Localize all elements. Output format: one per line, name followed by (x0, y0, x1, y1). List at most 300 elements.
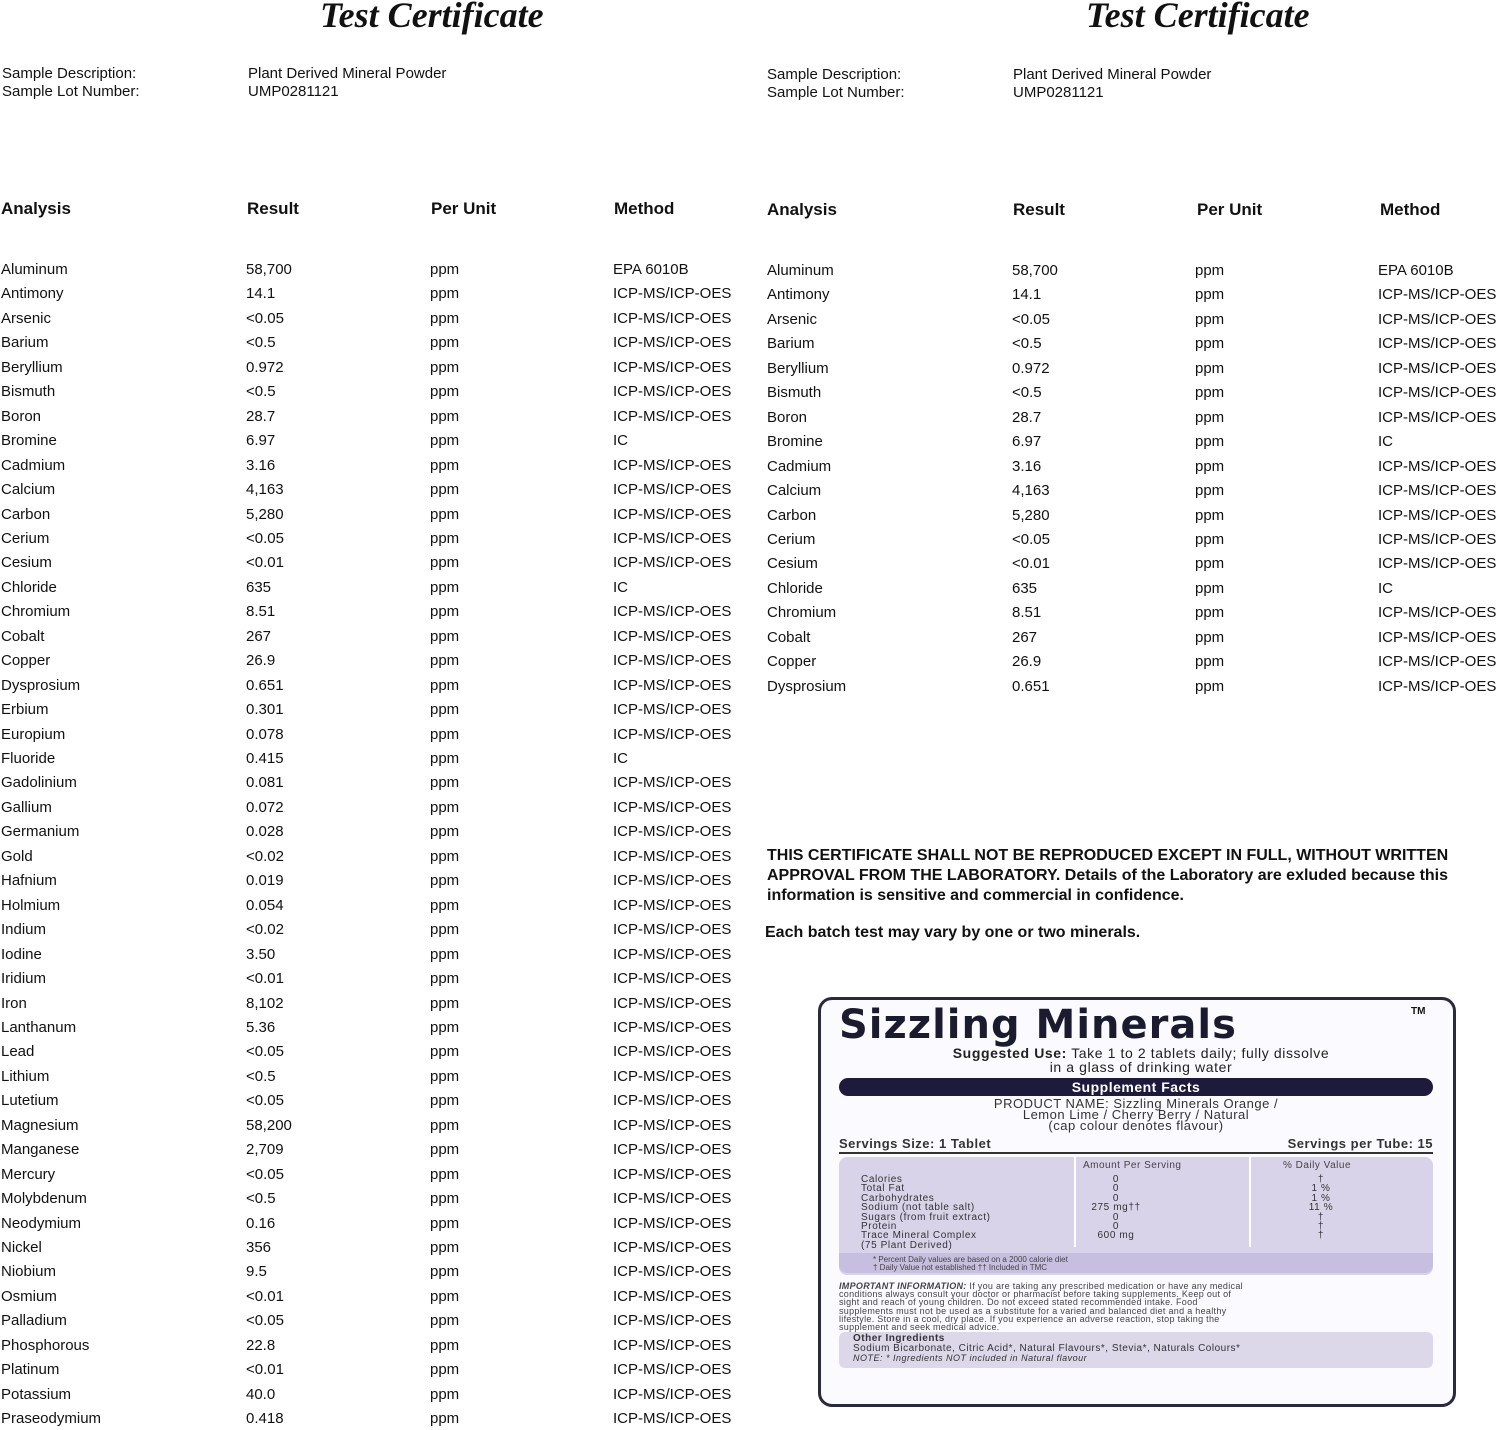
serving-size-label: Servings Size: (839, 1136, 935, 1151)
unit: ppm (430, 1361, 460, 1379)
serving-size (839, 1136, 991, 1151)
method: ICP-MS/ICP-OES (613, 945, 732, 963)
analyte-name: Arsenic (1, 309, 52, 327)
other-ingredients-note: NOTE: * Ingredients NOT included in Natural flavour (853, 1353, 1088, 1363)
analyte-name: Cerium (1, 529, 50, 547)
method: ICP-MS/ICP-OES (1378, 604, 1497, 622)
result-value: <0.01 (246, 554, 284, 572)
table-row (0, 726, 760, 746)
method: EPA 6010B (1378, 262, 1454, 279)
left-header-method: Method (614, 199, 675, 218)
table-row (767, 482, 1500, 502)
unit: ppm (1195, 310, 1225, 328)
analyte-name: Bismuth (1, 383, 56, 401)
method: ICP-MS/ICP-OES (613, 1018, 732, 1036)
other-ingredients-title: Other Ingredients (853, 1333, 945, 1344)
analyte-name: Chloride (1, 578, 57, 596)
servings-per-label: Servings per Tube: (1287, 1136, 1414, 1151)
table-row (767, 286, 1500, 306)
unit: ppm (430, 1287, 460, 1305)
unit: ppm (430, 505, 460, 523)
unit: ppm (430, 1190, 460, 1208)
result-value: 0.16 (246, 1214, 276, 1232)
result-value: 3.50 (246, 945, 276, 963)
result-value: 0.054 (246, 896, 284, 914)
unit: ppm (430, 1312, 460, 1330)
nutrient-daily-value: 11 % (1308, 1202, 1334, 1214)
unit: ppm (1195, 506, 1225, 524)
result-value: 0.972 (246, 358, 284, 376)
daily-value-header: % Daily Value (1283, 1160, 1352, 1171)
result-value: 5,280 (246, 505, 284, 523)
nutrient-name: Total Fat (861, 1183, 905, 1195)
result-value: 14.1 (246, 285, 276, 303)
table-row (0, 799, 760, 819)
unit: ppm (430, 1214, 460, 1232)
method: ICP-MS/ICP-OES (613, 334, 732, 352)
result-value: 14.1 (1012, 286, 1042, 304)
method: ICP-MS/ICP-OES (613, 1312, 732, 1330)
table-row (0, 1019, 760, 1039)
analyte-name: Mercury (1, 1165, 56, 1183)
result-value: 0.651 (246, 676, 284, 694)
method: ICP-MS/ICP-OES (613, 725, 732, 743)
unit: ppm (430, 261, 460, 278)
table-row (0, 432, 760, 452)
table-row (0, 285, 760, 305)
method: ICP-MS/ICP-OES (613, 1239, 732, 1256)
method: ICP-MS/ICP-OES (1378, 457, 1497, 475)
table-row (0, 970, 760, 990)
result-value: 3.16 (1012, 457, 1042, 475)
sample-lot-value: UMP0281121 (1013, 84, 1104, 101)
unit: ppm (430, 432, 460, 450)
analyte-name: Cadmium (1, 456, 66, 474)
important-line: supplement and seek medical advice. (839, 1322, 1000, 1333)
unit: ppm (430, 945, 460, 963)
unit: ppm (1195, 384, 1225, 402)
unit: ppm (430, 1141, 460, 1159)
analyte-name: Calcium (767, 482, 822, 500)
left-sample-info (2, 65, 702, 105)
trademark-mark: TM (1411, 1006, 1426, 1017)
analyte-name: Hafnium (1, 872, 57, 890)
result-value: 0.081 (246, 774, 284, 792)
result-value: 2,709 (246, 1141, 284, 1159)
analyte-name: Chromium (1, 603, 71, 621)
nutrient-amount: 0 (1112, 1211, 1120, 1223)
result-value: <0.02 (246, 847, 284, 865)
result-value: 28.7 (1012, 408, 1042, 426)
analyte-name: Palladium (1, 1312, 67, 1330)
unit: ppm (1195, 628, 1225, 646)
result-value: 0.072 (246, 798, 284, 816)
servings-per-value: 15 (1417, 1136, 1433, 1151)
footnote: * Percent Daily values are based on a 2000 calorie diet (873, 1255, 1068, 1264)
table-row (0, 1092, 760, 1112)
analyte-name: Barium (1, 334, 49, 352)
method: ICP-MS/ICP-OES (1378, 653, 1497, 671)
important-line: IMPORTANT INFORMATION: If you are taking any prescribed medication or have any medical (839, 1281, 1243, 1291)
unit: ppm (430, 285, 460, 303)
result-value: 635 (1012, 579, 1038, 597)
result-value: 0.415 (246, 750, 284, 767)
right-title: Test Certificate (1086, 0, 1310, 35)
method: IC (1378, 433, 1393, 451)
method: ICP-MS/ICP-OES (613, 970, 732, 988)
method: ICP-MS/ICP-OES (1378, 286, 1497, 304)
sample-lot-value: UMP0281121 (248, 83, 339, 100)
table-row (0, 1263, 760, 1283)
table-row (767, 653, 1500, 673)
method: ICP-MS/ICP-OES (613, 1092, 732, 1110)
unit: ppm (430, 921, 460, 939)
left-results-table (0, 261, 760, 1429)
method: ICP-MS/ICP-OES (613, 407, 732, 425)
method: ICP-MS/ICP-OES (613, 1263, 732, 1281)
analyte-name: Praseodymium (1, 1410, 102, 1428)
analyte-name: Bismuth (767, 384, 822, 402)
method: IC (613, 578, 628, 596)
method: ICP-MS/ICP-OES (613, 1410, 732, 1428)
result-value: 58,700 (246, 261, 292, 278)
table-row (0, 750, 760, 770)
method: ICP-MS/ICP-OES (613, 456, 732, 474)
nutrient-daily-value: 1 % (1311, 1192, 1331, 1204)
table-row (0, 1166, 760, 1186)
analyte-name: Bromine (767, 433, 823, 451)
method: ICP-MS/ICP-OES (613, 383, 732, 401)
servings-row (839, 1136, 1433, 1154)
unit: ppm (430, 334, 460, 352)
result-value: <0.5 (246, 334, 276, 352)
unit: ppm (430, 798, 460, 816)
result-value: <0.05 (246, 1165, 284, 1183)
table-row (0, 334, 760, 354)
result-value: <0.5 (246, 383, 276, 401)
method: ICP-MS/ICP-OES (1378, 555, 1497, 573)
nutrient-name: Calories (861, 1174, 903, 1185)
method: ICP-MS/ICP-OES (1378, 628, 1497, 646)
unit: ppm (430, 358, 460, 376)
table-row (0, 481, 760, 501)
unit: ppm (1195, 555, 1225, 573)
nutrient-daily-value: † (1317, 1230, 1325, 1242)
analyte-name: Cadmium (767, 457, 832, 475)
sample-description-value: Plant Derived Mineral Powder (248, 65, 447, 82)
table-row (0, 1337, 760, 1357)
analyte-name: Antimony (1, 285, 64, 303)
method: ICP-MS/ICP-OES (613, 1043, 732, 1061)
nutrient-daily-value: † (1317, 1211, 1325, 1223)
nutrient-amount: 600 mg (1097, 1230, 1135, 1242)
analyte-name: Cerium (767, 530, 816, 548)
analyte-name: Gold (1, 847, 33, 865)
analyte-name: Niobium (1, 1263, 57, 1281)
unit: ppm (430, 676, 460, 694)
result-value: 6.97 (246, 432, 276, 450)
analyte-name: Potassium (1, 1385, 72, 1403)
right-results-table (767, 262, 1500, 712)
method: ICP-MS/ICP-OES (613, 529, 732, 547)
result-value: 22.8 (246, 1336, 276, 1354)
analyte-name: Gadolinium (1, 774, 77, 792)
suggested-use-text-2: in a glass of drinking water (1049, 1059, 1233, 1075)
method: ICP-MS/ICP-OES (613, 481, 732, 499)
unit: ppm (1195, 457, 1225, 475)
result-value: <0.5 (246, 1190, 276, 1208)
table-row (0, 701, 760, 721)
method: ICP-MS/ICP-OES (613, 994, 732, 1012)
method: ICP-MS/ICP-OES (1378, 359, 1497, 377)
result-value: 4,163 (246, 481, 284, 499)
table-row (0, 1117, 760, 1137)
unit: ppm (430, 896, 460, 914)
unit: ppm (430, 652, 460, 670)
method: ICP-MS/ICP-OES (613, 1190, 732, 1208)
method: ICP-MS/ICP-OES (613, 847, 732, 865)
result-value: 26.9 (246, 652, 276, 670)
table-row (0, 995, 760, 1015)
analyte-name: Europium (1, 725, 66, 743)
right-header-result: Result (1013, 200, 1065, 219)
result-value: <0.05 (246, 1043, 284, 1061)
nutrient-amount: 0 (1112, 1183, 1120, 1195)
table-row (767, 433, 1500, 453)
result-value: <0.01 (246, 970, 284, 988)
method: ICP-MS/ICP-OES (613, 554, 732, 572)
analyte-name: Aluminum (767, 262, 834, 279)
analyte-name: Dysprosium (1, 676, 81, 694)
right-header-method: Method (1380, 200, 1441, 219)
unit: ppm (430, 481, 460, 499)
suggested-use-label: Suggested Use: (952, 1045, 1067, 1061)
unit: ppm (430, 774, 460, 792)
analyte-name: Germanium (1, 823, 80, 841)
supplement-facts-banner: Supplement Facts (839, 1078, 1433, 1096)
sample-lot-label: Sample Lot Number: (767, 84, 905, 101)
nutrient-row (861, 1184, 1421, 1193)
table-row (0, 677, 760, 697)
reproduction-notice: THIS CERTIFICATE SHALL NOT BE REPRODUCED EXCEPT IN FULL, WITHOUT WRITTEN APPROVAL FROM THE LABORATORY. Details of the Laboratory are exluded because this information is sensitive and commercial in confidence. (767, 847, 1449, 904)
unit: ppm (430, 456, 460, 474)
table-row (0, 506, 760, 526)
table-row (0, 359, 760, 379)
analyte-name: Chloride (767, 579, 823, 597)
nutrition-footnotes (839, 1253, 1433, 1273)
unit: ppm (1195, 335, 1225, 353)
table-row (0, 554, 760, 574)
analyte-name: Neodymium (1, 1214, 82, 1232)
table-row (767, 678, 1500, 698)
result-value: <0.01 (246, 1361, 284, 1379)
left-header-result: Result (247, 199, 299, 218)
method: ICP-MS/ICP-OES (1378, 482, 1497, 500)
sample-lot-label: Sample Lot Number: (2, 83, 140, 100)
analyte-name: Platinum (1, 1361, 60, 1379)
result-value: <0.05 (246, 309, 284, 327)
nutrient-row (861, 1213, 1421, 1222)
result-value: 8.51 (1012, 604, 1042, 622)
unit: ppm (430, 750, 460, 767)
analyte-name: Chromium (767, 604, 837, 622)
sample-description-label: Sample Description: (767, 66, 902, 83)
method: ICP-MS/ICP-OES (613, 676, 732, 694)
table-row (0, 1239, 760, 1259)
table-row (0, 1215, 760, 1235)
analyte-name: Fluoride (1, 750, 56, 767)
analyte-name: Magnesium (1, 1116, 79, 1134)
analyte-name: Boron (1, 407, 42, 425)
table-row (767, 629, 1500, 649)
analyte-name: Molybdenum (1, 1190, 87, 1208)
result-value: 9.5 (246, 1263, 267, 1281)
unit: ppm (430, 578, 460, 596)
analyte-name: Boron (767, 408, 808, 426)
analyte-name: Iron (1, 994, 27, 1012)
table-row (0, 823, 760, 843)
product-name-line: PRODUCT NAME: Sizzling Minerals Orange / (993, 1096, 1279, 1111)
unit: ppm (430, 823, 460, 841)
unit: ppm (1195, 482, 1225, 500)
method: IC (1378, 579, 1393, 597)
nutrient-amount: 275 mg†† (1091, 1202, 1141, 1214)
method: ICP-MS/ICP-OES (613, 652, 732, 670)
analyte-name: Lutetium (1, 1092, 59, 1110)
unit: ppm (430, 1092, 460, 1110)
method: IC (613, 432, 628, 450)
analyte-name: Lithium (1, 1067, 50, 1085)
analyte-name: Phosphorous (1, 1336, 90, 1354)
result-value: 356 (246, 1239, 272, 1256)
table-row (0, 1141, 760, 1161)
method: ICP-MS/ICP-OES (613, 1361, 732, 1379)
analyte-name: Carbon (767, 506, 817, 524)
table-row (0, 652, 760, 672)
analyte-name: Bromine (1, 432, 57, 450)
right-sample-info (767, 66, 1467, 106)
result-value: 635 (246, 578, 272, 596)
table-row (0, 628, 760, 648)
amount-per-serving-header: Amount Per Serving (1083, 1160, 1182, 1171)
table-row (767, 311, 1500, 331)
nutrient-name: Trace Mineral Complex (861, 1230, 977, 1242)
brand-name: Sizzling Minerals (839, 1002, 1237, 1048)
table-row (0, 383, 760, 403)
result-value: <0.01 (1012, 555, 1050, 573)
sample-description-value: Plant Derived Mineral Powder (1013, 66, 1212, 83)
important-label: IMPORTANT INFORMATION: (839, 1281, 970, 1291)
method: ICP-MS/ICP-OES (1378, 384, 1497, 402)
method: ICP-MS/ICP-OES (613, 921, 732, 939)
analyte-name: Holmium (1, 896, 61, 914)
table-row (0, 310, 760, 330)
result-value: <0.05 (1012, 530, 1050, 548)
unit: ppm (430, 1263, 460, 1281)
result-value: 0.019 (246, 872, 284, 890)
table-row (767, 458, 1500, 478)
suggested-use-text: Take 1 to 2 tablets daily; fully dissolve (1071, 1045, 1330, 1061)
analyte-name: Gallium (1, 798, 52, 816)
batch-variation-note: Each batch test may vary by one or two minerals. (765, 924, 1141, 941)
method: ICP-MS/ICP-OES (1378, 530, 1497, 548)
analyte-name: Cobalt (767, 628, 811, 646)
method: ICP-MS/ICP-OES (613, 1214, 732, 1232)
nutrient-amount: 0 (1112, 1174, 1120, 1185)
unit: ppm (430, 407, 460, 425)
table-row (767, 555, 1500, 575)
important-line: supplements must not be used as a substitute for a varied and balanced diet and a healthy (839, 1305, 1227, 1316)
nutrient-name: Protein (861, 1221, 897, 1232)
result-value: <0.01 (246, 1287, 284, 1305)
nutrient-row (861, 1241, 1421, 1250)
unit: ppm (430, 383, 460, 401)
table-row (0, 579, 760, 599)
important-information (839, 1282, 1433, 1331)
unit: ppm (430, 725, 460, 743)
unit: ppm (430, 970, 460, 988)
table-row (767, 262, 1500, 282)
method: ICP-MS/ICP-OES (613, 1287, 732, 1305)
result-value: <0.02 (246, 921, 284, 939)
unit: ppm (430, 994, 460, 1012)
result-value: <0.5 (1012, 335, 1042, 353)
unit: ppm (430, 701, 460, 719)
table-row (0, 530, 760, 550)
footnote: † Daily Value not established †† Included in TMC (873, 1263, 1048, 1272)
unit: ppm (430, 1018, 460, 1036)
result-value: <0.05 (246, 1092, 284, 1110)
result-value: 0.418 (246, 1410, 284, 1428)
table-row (0, 897, 760, 917)
analyte-name: Cesium (767, 555, 818, 573)
unit: ppm (1195, 604, 1225, 622)
analyte-name: Antimony (767, 286, 830, 304)
result-value: 5.36 (246, 1018, 276, 1036)
left-header-per-unit: Per Unit (431, 199, 497, 218)
unit: ppm (1195, 408, 1225, 426)
result-value: 0.078 (246, 725, 284, 743)
unit: ppm (430, 1336, 460, 1354)
unit: ppm (1195, 579, 1225, 597)
unit: ppm (430, 554, 460, 572)
table-row (0, 1410, 760, 1430)
nutrient-name: Sugars (from fruit extract) (861, 1211, 991, 1223)
suggested-use (851, 1046, 1431, 1074)
unit: ppm (430, 1410, 460, 1428)
method: ICP-MS/ICP-OES (613, 701, 732, 719)
result-value: 5,280 (1012, 506, 1050, 524)
method: ICP-MS/ICP-OES (1378, 506, 1497, 524)
unit: ppm (430, 627, 460, 645)
method: ICP-MS/ICP-OES (613, 1165, 732, 1183)
table-row (767, 360, 1500, 380)
table-row (0, 848, 760, 868)
unit: ppm (1195, 677, 1225, 695)
nutrient-name: Sodium (not table salt) (861, 1202, 975, 1214)
analyte-name: Manganese (1, 1141, 80, 1159)
analyte-name: Nickel (1, 1239, 42, 1256)
method: ICP-MS/ICP-OES (613, 774, 732, 792)
right-header-analysis: Analysis (767, 200, 837, 219)
table-row (0, 408, 760, 428)
analyte-name: Lead (1, 1043, 35, 1061)
unit: ppm (430, 1116, 460, 1134)
table-row (0, 921, 760, 941)
table-row (0, 603, 760, 623)
result-value: <0.5 (246, 1067, 276, 1085)
table-row (0, 1190, 760, 1210)
